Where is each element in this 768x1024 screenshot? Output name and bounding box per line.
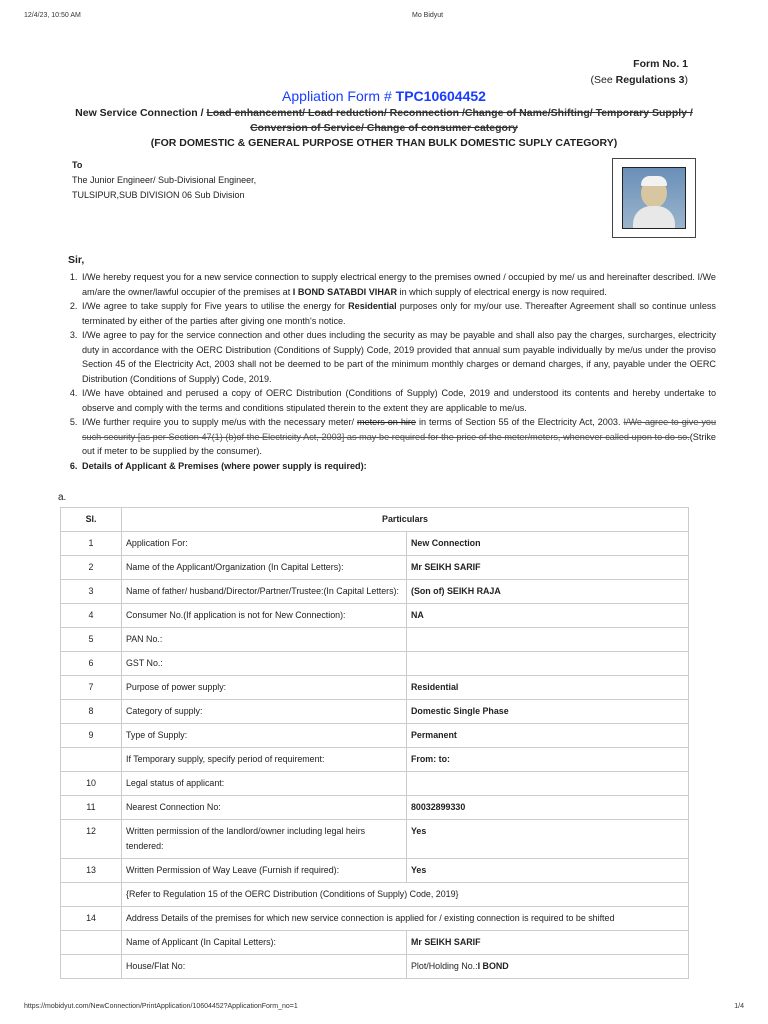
table-row [61, 955, 689, 979]
plot-holding-value: I BOND [477, 961, 509, 971]
application-title: Appliation Form # TPC10604452 [282, 88, 486, 104]
row-sl: 12 [61, 820, 122, 859]
table-row [61, 604, 689, 628]
row-value: Domestic Single Phase [407, 700, 689, 724]
service-type-line: New Service Connection / Load enhancement/ Load reduction/ Reconnection /Change of Name/Shifting/ Temporary Supply / Conversion of Service/ Change of consumer category [75, 107, 693, 134]
row-label: Legal status of applicant: [122, 772, 407, 796]
table-row [61, 700, 689, 724]
application-number: TPC10604452 [395, 88, 486, 104]
table-row [61, 580, 689, 604]
struck-service-options: Load enhancement/ Load reduction/ Reconnection /Change of Name/Shifting/ Temporary Supply / Conversion of Service/ Change of consumer category [206, 107, 693, 134]
row-label: If Temporary supply, specify period of requirement: [122, 748, 407, 772]
row-value: NA [407, 604, 689, 628]
row-value: (Son of) SEIKH RAJA [407, 580, 689, 604]
row-label: Purpose of power supply: [122, 676, 407, 700]
row-sl: 11 [61, 796, 122, 820]
address-details-heading: Address Details of the premises for which new service connection is applied for / existing connection is required to be shifted [122, 907, 689, 931]
declaration-item: 2. I/We agree to take supply for Five years to utilise the energy for Residential purposes only for my/our use. Thereafter Agreement shall so continue unless terminated by either of the parties after giving one month's notice. [80, 299, 716, 328]
row-label: Type of Supply: [122, 724, 407, 748]
row-sl: 1 [61, 532, 122, 556]
row-sl: 2 [61, 556, 122, 580]
row-sl: 3 [61, 580, 122, 604]
row-sl: 4 [61, 604, 122, 628]
salutation: Sir, [68, 254, 85, 266]
house-flat-label: House/Flat No: [122, 955, 407, 979]
table-row [61, 859, 689, 883]
row-label: Written permission of the landlord/owner including legal heirs tendered: [122, 820, 407, 859]
declaration-item: 6. Details of Applicant & Premises (where power supply is required): [80, 459, 716, 474]
row-sl: 9 [61, 724, 122, 748]
row-label: Category of supply: [122, 700, 407, 724]
row-label: Name of Applicant (In Capital Letters): [122, 931, 407, 955]
row-sl: 5 [61, 628, 122, 652]
table-row [61, 796, 689, 820]
addressee-to: To [72, 160, 83, 170]
row-value: Yes [407, 820, 689, 859]
row-value: Residential [407, 676, 689, 700]
row-value [407, 628, 689, 652]
row-value: 80032899330 [407, 796, 689, 820]
footer-url: https://mobidyut.com/NewConnection/PrintApplication/10604452?ApplicationForm_no=1 [24, 1003, 298, 1010]
row-label: PAN No.: [122, 628, 407, 652]
row-sl: 14 [61, 907, 122, 931]
addressee-line1: The Junior Engineer/ Sub-Divisional Engineer, [72, 175, 257, 185]
declaration-item: 4. I/We have obtained and perused a copy of OERC Distribution (Conditions of Supply) Code, 2019 and understood its contents and hereby undertake to observe and comply with the terms and conditions stipulated therein to the extent they are applicable to me/us. [80, 386, 716, 415]
form-number: Form No. 1 [633, 58, 688, 70]
plot-holding-label: Plot/Holding No.: [411, 961, 478, 971]
regulation-note: {Refer to Regulation 15 of the OERC Distribution (Conditions of Supply) Code, 2019} [122, 883, 689, 907]
col-particulars-header: Particulars [122, 508, 689, 532]
row-label: GST No.: [122, 652, 407, 676]
row-sl [61, 748, 122, 772]
row-value: New Connection [407, 532, 689, 556]
table-row [61, 820, 689, 859]
table-header-row [61, 508, 689, 532]
table-row [61, 532, 689, 556]
row-value: From: to: [407, 748, 689, 772]
row-value [407, 772, 689, 796]
subsection-a: a. [58, 492, 67, 503]
addressee-line2: TULSIPUR,SUB DIVISION 06 Sub Division [72, 190, 245, 200]
declaration-item: 5. I/We further require you to supply me/us with the necessary meter/ meters on hire in terms of Section 55 of the Electricity Act, 2003. I/We agree to give you such security [as per Section 47(1) (b)of the Electricity Act, 2003] as may be required for the price of the meter/meters, whenever called upon to do so.(Strike out if meter to be supplied by the consumer). [80, 415, 716, 459]
purpose-category-line: (FOR DOMESTIC & GENERAL PURPOSE OTHER THAN BULK DOMESTIC SUPLY CATEGORY) [150, 137, 618, 149]
table-row [61, 748, 689, 772]
table-row [61, 724, 689, 748]
table-row [61, 772, 689, 796]
addressee-block [72, 158, 256, 203]
declaration-item: 3. I/We agree to pay for the service connection and other dues including the security as may be payable and shall also pay the charges, surcharges, electricity duty in accordance with the OERC Distribution (Conditions of Supply) Code, 2019 provided that annual sum payable individually by me/us under the proviso Section 45 of the Electricity Act, 2003 shall not be deemed to be part of the minimum monthly charges or demand charges, if any, payable under the OERC Distribution (Conditions of Supply) Code, 2019. [80, 328, 716, 386]
row-label: Consumer No.(If application is not for New Connection): [122, 604, 407, 628]
row-value: Mr SEIKH SARIF [407, 931, 689, 955]
row-value: Mr SEIKH SARIF [407, 556, 689, 580]
regulations-note: (See Regulations 3) [590, 74, 688, 86]
col-sl-header: Sl. [61, 508, 122, 532]
plot-holding-cell [407, 955, 689, 979]
row-sl: 8 [61, 700, 122, 724]
table-row [61, 556, 689, 580]
row-label: Name of father/ husband/Director/Partner/Trustee:(In Capital Letters): [122, 580, 407, 604]
table-row [61, 676, 689, 700]
declaration-list [62, 270, 716, 473]
row-sl: 10 [61, 772, 122, 796]
print-datetime: 12/4/23, 10:50 AM [24, 12, 81, 19]
table-note-row [61, 883, 689, 907]
print-site-title: Mo Bidyut [412, 12, 444, 19]
row-label: Name of the Applicant/Organization (In Capital Letters): [122, 556, 407, 580]
row-sl: 7 [61, 676, 122, 700]
row-value: Yes [407, 859, 689, 883]
footer-page-number: 1/4 [734, 1003, 744, 1010]
row-value [407, 652, 689, 676]
table-row [61, 931, 689, 955]
applicant-details-table [60, 507, 689, 979]
row-label: Nearest Connection No: [122, 796, 407, 820]
row-label: Written Permission of Way Leave (Furnish if required): [122, 859, 407, 883]
table-row [61, 652, 689, 676]
declaration-item: 1. I/We hereby request you for a new service connection to supply electrical energy to the premises owned / occupied by me/ us and hereinafter described. I/We am/are the owner/lawful occupier of the premises at I BOND SATABDI VIHAR in which supply of electrical energy is now required. [80, 270, 716, 299]
table-row [61, 907, 689, 931]
row-sl: 13 [61, 859, 122, 883]
row-sl: 6 [61, 652, 122, 676]
row-value: Permanent [407, 724, 689, 748]
applicant-photo [612, 158, 696, 238]
table-row [61, 628, 689, 652]
row-label: Application For: [122, 532, 407, 556]
